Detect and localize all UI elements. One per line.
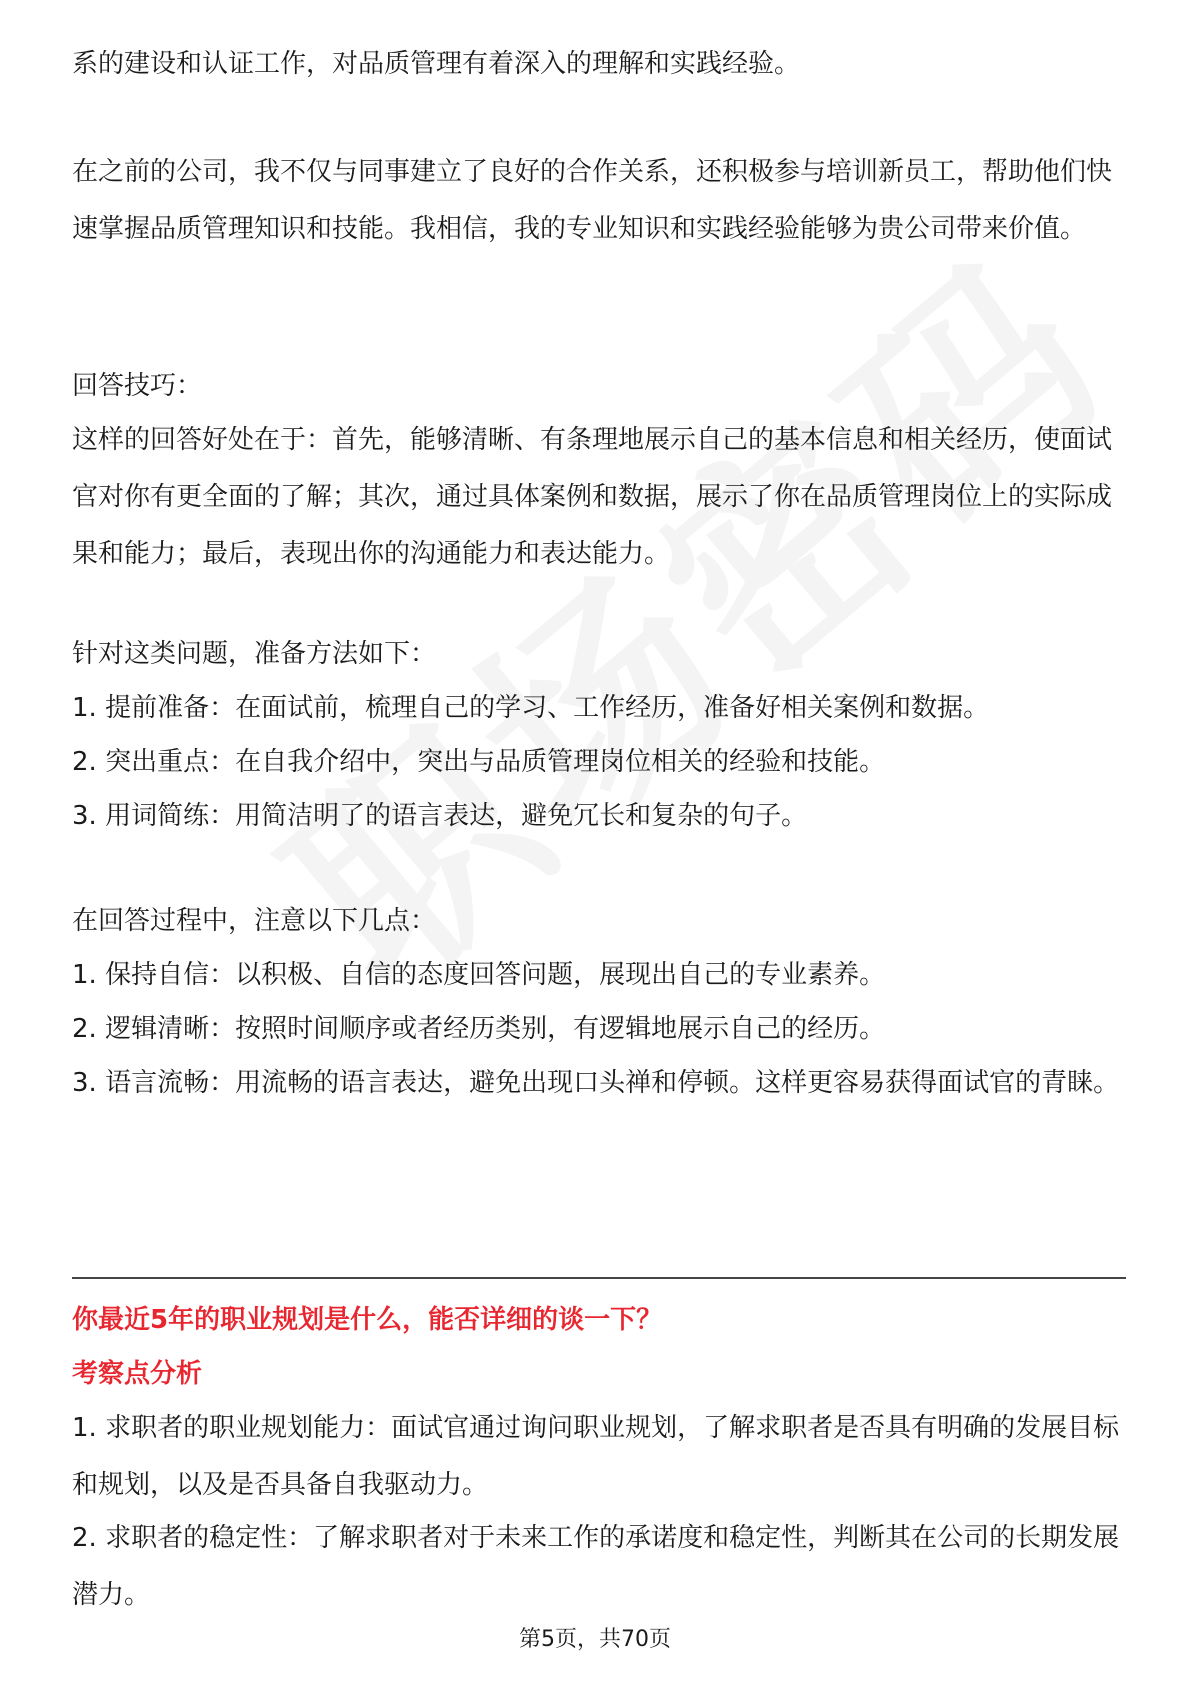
- notes-item-2: 2. 逻辑清晰：按照时间顺序或者经历类别，有逻辑地展示自己的经历。: [72, 1014, 886, 1044]
- notes-item-3: 3. 语言流畅：用流畅的语言表达，避免出现口头禅和停顿。这样更容易获得面试官的青睐。: [72, 1068, 1120, 1098]
- paragraph-experience: 在之前的公司，我不仅与同事建立了良好的合作关系，还积极参与培训新员工，帮助他们快速掌握品质管理知识和技能。我相信，我的专业知识和实践经验能够为贵公司带来价值。: [72, 157, 1113, 244]
- prep-item-3: 3. 用词简练：用简洁明了的语言表达，避免冗长和复杂的句子。: [72, 801, 808, 831]
- notes-heading: 在回答过程中，注意以下几点：: [72, 906, 437, 936]
- prep-heading: 针对这类问题，准备方法如下：: [72, 639, 437, 669]
- analysis-heading: 考察点分析: [72, 1359, 203, 1389]
- analysis-item-1: 1. 求职者的职业规划能力：面试官通过询问职业规划，了解求职者是否具有明确的发展目标和规划，以及是否具备自我驱动力。: [72, 1413, 1120, 1500]
- notes-item-1: 1. 保持自信：以积极、自信的态度回答问题，展现出自己的专业素养。: [72, 960, 886, 990]
- tips-heading: 回答技巧：: [72, 371, 203, 401]
- tips-paragraph: 这样的回答好处在于：首先，能够清晰、有条理地展示自己的基本信息和相关经历，使面试官对你有更全面的了解；其次，通过具体案例和数据，展示了你在品质管理岗位上的实际成果和能力；最后，表现出你的沟通能力和表达能力。: [72, 425, 1113, 569]
- question-title: 你最近5年的职业规划是什么，能否详细的谈一下？: [72, 1305, 663, 1335]
- analysis-item-2: 2. 求职者的稳定性：了解求职者对于未来工作的承诺度和稳定性，判断其在公司的长期发展潜力。: [72, 1523, 1120, 1610]
- page-number: 第5页，共70页: [519, 1627, 671, 1652]
- prep-item-2: 2. 突出重点：在自我介绍中，突出与品质管理岗位相关的经验和技能。: [72, 747, 886, 777]
- paragraph-continuation: 系的建设和认证工作，对品质管理有着深入的理解和实践经验。: [72, 49, 801, 79]
- prep-item-1: 1. 提前准备：在面试前，梳理自己的学习、工作经历，准备好相关案例和数据。: [72, 693, 990, 723]
- section-divider: [72, 1277, 1126, 1279]
